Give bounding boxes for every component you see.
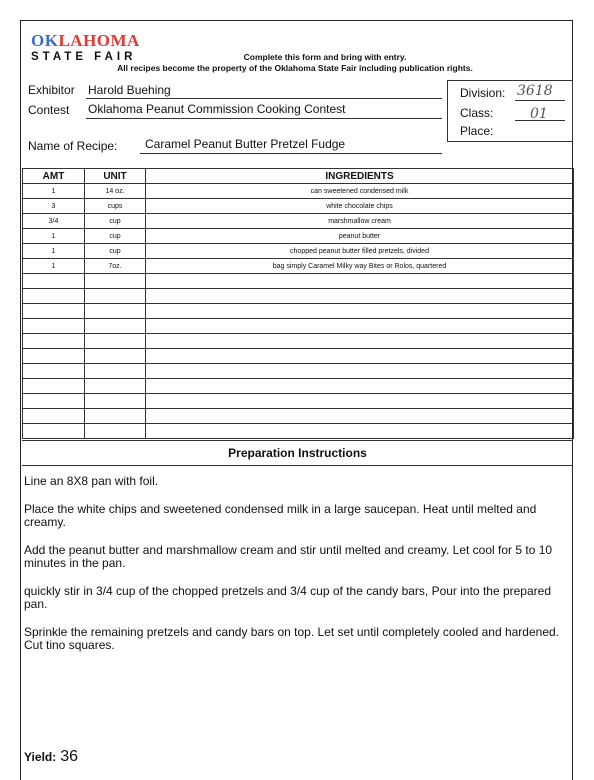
ingredient-row <box>23 304 574 319</box>
recipe-name-underline <box>140 153 442 154</box>
class-underline <box>515 120 565 121</box>
ingredients-header: INGREDIENTS <box>146 169 574 184</box>
ingredient-name[interactable]: chopped peanut butter filled pretzels, divided <box>146 244 574 259</box>
ingredient-name[interactable]: bag simply Caramel Milky way Bites or Rolos, quartered <box>146 259 574 274</box>
ingredient-amt[interactable] <box>23 424 85 439</box>
ingredient-row <box>23 289 574 304</box>
prep-step: quickly stir in 3/4 cup of the chopped pretzels and 3/4 cup of the candy bars, Pour into the prepared pan. <box>24 583 551 611</box>
ingredient-unit[interactable] <box>85 424 146 439</box>
division-value[interactable]: 3618 <box>517 83 553 99</box>
ingredient-amt[interactable] <box>23 289 85 304</box>
logo-ok: OK <box>31 31 59 50</box>
ingredient-amt[interactable]: 3/4 <box>23 214 85 229</box>
contest-underline <box>86 118 442 119</box>
ingredient-unit[interactable]: cup <box>85 214 146 229</box>
ingredient-row <box>23 244 574 259</box>
unit-header: UNIT <box>85 169 146 184</box>
exhibitor-value[interactable]: Harold Buehing <box>88 83 171 97</box>
ingredient-amt[interactable] <box>23 349 85 364</box>
ingredient-name[interactable] <box>146 379 574 394</box>
ingredient-row <box>23 364 574 379</box>
ingredient-row <box>23 394 574 409</box>
ingredient-amt[interactable] <box>23 334 85 349</box>
ingredient-name[interactable] <box>146 289 574 304</box>
ingredient-row <box>23 349 574 364</box>
ingredient-name[interactable] <box>146 394 574 409</box>
ingredient-row <box>23 184 574 199</box>
ingredient-unit[interactable] <box>85 409 146 424</box>
ingredient-name[interactable] <box>146 304 574 319</box>
ingredient-unit[interactable]: cup <box>85 244 146 259</box>
yield-value[interactable]: 36 <box>60 748 79 765</box>
ingredient-unit[interactable] <box>85 379 146 394</box>
ingredient-row <box>23 379 574 394</box>
ingredient-name[interactable] <box>146 364 574 379</box>
ingredient-amt[interactable] <box>23 379 85 394</box>
instructions-line2: All recipes become the property of the Oklahoma State Fair including publication rights. <box>117 63 473 74</box>
ingredient-row <box>23 229 574 244</box>
instructions-line1: Complete this form and bring with entry. <box>243 52 407 62</box>
ingredient-name[interactable] <box>146 319 574 334</box>
ingredients-header-row <box>23 169 574 184</box>
ingredient-unit[interactable] <box>85 289 146 304</box>
ingredient-row <box>23 334 574 349</box>
ingredient-unit[interactable]: 14 oz. <box>85 184 146 199</box>
ingredient-name[interactable]: peanut butter <box>146 229 574 244</box>
ingredient-amt[interactable] <box>23 319 85 334</box>
ingredient-unit[interactable] <box>85 364 146 379</box>
ingredient-name[interactable] <box>146 409 574 424</box>
exhibitor-underline <box>86 98 442 99</box>
ingredient-row <box>23 319 574 334</box>
ingredient-unit[interactable] <box>85 394 146 409</box>
yield <box>24 748 78 766</box>
ingredient-amt[interactable] <box>23 304 85 319</box>
recipe-name-label: Name of Recipe: <box>28 139 118 153</box>
ingredient-row <box>23 409 574 424</box>
ingredient-row <box>23 274 574 289</box>
ingredient-amt[interactable]: 1 <box>23 259 85 274</box>
ingredient-name[interactable]: can sweetened condensed milk <box>146 184 574 199</box>
ingredient-name[interactable] <box>146 334 574 349</box>
place-label: Place: <box>460 124 494 138</box>
ingredient-amt[interactable]: 3 <box>23 199 85 214</box>
ingredient-unit[interactable] <box>85 274 146 289</box>
recipe-name-value[interactable]: Caramel Peanut Butter Pretzel Fudge <box>145 137 346 151</box>
logo-state-fair: STATE FAIR <box>31 51 137 63</box>
contest-value[interactable]: Oklahoma Peanut Commission Cooking Contest <box>88 102 346 116</box>
ingredient-unit[interactable] <box>85 334 146 349</box>
prep-step: Add the peanut butter and marshmallow cream and stir until melted and creamy. Let cool for 5 to 10 minutes in the pan. <box>24 542 553 570</box>
ingredient-amt[interactable]: 1 <box>23 184 85 199</box>
ingredient-amt[interactable]: 1 <box>23 244 85 259</box>
ingredient-name[interactable] <box>146 424 574 439</box>
logo-lahoma: LAHOMA <box>58 31 140 50</box>
class-value[interactable]: 01 <box>530 106 548 122</box>
ingredient-amt[interactable] <box>23 409 85 424</box>
yield-label: Yield: <box>24 750 57 764</box>
ingredient-unit[interactable] <box>85 349 146 364</box>
ingredient-unit[interactable] <box>85 304 146 319</box>
ingredient-row <box>23 259 574 274</box>
ingredient-amt[interactable] <box>23 394 85 409</box>
ingredient-row <box>23 424 574 439</box>
division-label: Division: <box>460 86 506 100</box>
prep-step: Place the white chips and sweetened condensed milk in a large saucepan. Heat until melted and creamy. <box>24 501 537 529</box>
amt-header: AMT <box>23 169 85 184</box>
ingredient-name[interactable] <box>146 349 574 364</box>
ingredient-amt[interactable]: 1 <box>23 229 85 244</box>
ingredient-row <box>23 199 574 214</box>
ingredient-amt[interactable] <box>23 364 85 379</box>
prep-step: Sprinkle the remaining pretzels and candy bars on top. Let set until completely cooled and hardened. Cut tino squares. <box>24 624 559 652</box>
contest-label: Contest <box>28 103 70 117</box>
preparation-instructions <box>24 475 564 667</box>
class-label: Class: <box>460 106 494 120</box>
form-instructions <box>100 52 490 75</box>
ingredient-row <box>23 214 574 229</box>
ingredient-unit[interactable]: 7oz. <box>85 259 146 274</box>
ingredient-name[interactable] <box>146 274 574 289</box>
ingredient-unit[interactable]: cups <box>85 199 146 214</box>
exhibitor-label: Exhibitor <box>28 83 75 97</box>
prep-step: Line an 8X8 pan with foil. <box>24 474 159 488</box>
division-underline <box>515 100 565 101</box>
ingredient-unit[interactable]: cup <box>85 229 146 244</box>
ingredient-name[interactable]: white chocolate chips <box>146 199 574 214</box>
preparation-heading: Preparation Instructions <box>22 440 573 466</box>
ingredients-table <box>22 168 574 439</box>
ingredient-unit[interactable] <box>85 319 146 334</box>
ingredient-amt[interactable] <box>23 274 85 289</box>
ingredient-name[interactable]: marshmallow cream <box>146 214 574 229</box>
